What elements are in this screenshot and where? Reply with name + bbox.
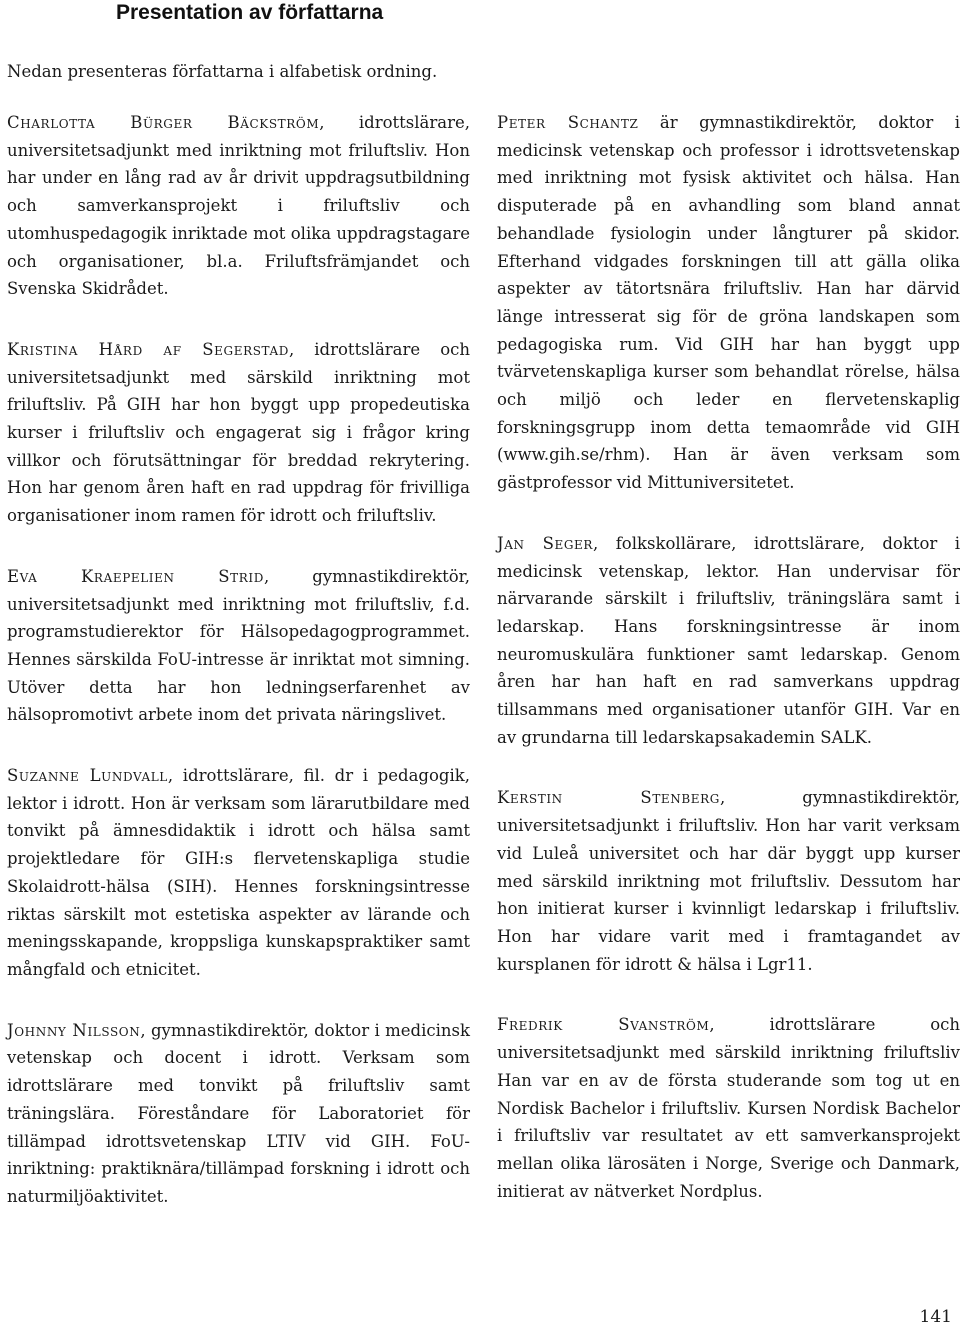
author-name: Kristina Hård af Segerstad [7,339,289,359]
author-description: , gymnastikdirektör, universitetsadjunkt i friluftsliv. Hon har varit verksam vid Luleå universitet och har där byggt upp kurser med särskild inriktning mot friluftsliv. Dessutom har hon initierat kurser i kvinnligt ledarskap i friluftsliv. Hon har vidare varit med i framtagandet av kursplanen för idrott & hälsa i Lgr11. [497,788,960,974]
author-name: Johnny Nilsson [7,1020,141,1040]
author-name: Kerstin Stenberg [497,788,720,808]
author-description: , idrottslärare, universitetsadjunkt med inriktning mot friluftsliv. Hon har under en lång rad av år drivit uppdragsutbildning och samverkansprojekt i friluftsliv och utomhuspedagogik inriktade mot olika uppdragstagare och organisationer, bl.a. Friluftsfrämjandet och Svenska Skidrådet. [7,113,470,299]
author-bio [7,336,470,530]
author-description: , idrottslärare, fil. dr i pedagogik, lektor i idrott. Hon är verksam som lärarutbildare med tonvikt på ämnesdidaktik i idrott och hälsa samt projektledare för GIH:s flervetenskapliga studie Skolaidrott-hälsa (SIH). Hennes forskningsintresse riktas särskilt mot estetiska aspekter av lärande och meningsskapande, kroppsliga kunskapspraktiker samt mångfald och etnicitet. [7,766,470,979]
author-name: Fredrik Svanström [497,1015,710,1035]
left-column [7,109,470,1244]
author-bio [7,1017,470,1211]
author-bio [7,762,470,984]
author-description: är gymnastikdirektör, doktor i medicinsk vetenskap och professor i idrottsvetenskap med inriktning mot fysisk aktivitet och hälsa. Han disputerade på en avhandling som bland annat behandlade fysiologin under långturer på skidor. Efterhand vidgades forskningen till att gälla olika aspekter av tätortsnära friluftsliv. Han har därvid länge intresserat sig för de gröna landskapen som pedagogiska rum. Vid GIH har han byggt upp tvärvetenskapliga kurser som behandlat rörelse, hälsa och miljö och leder en flervetenskaplig forskningsgrupp inom detta temaområde vid GIH (www.gih.se/rhm). Han är även verksam som gästprofessor vid Mittuniversitetet. [497,113,960,493]
author-bio [7,563,470,729]
author-bio [497,1011,960,1205]
author-description: , gymnastikdirektör, universitetsadjunkt med inriktning mot friluftsliv, f.d. programstudierektor för Hälsopedagogprogrammet. Hennes särskilda FoU-intresse är inriktat mot simning. Utöver detta har hon ledningserfarenhet av hälsopromotivt arbete inom det privata näringslivet. [7,566,470,725]
right-column [497,109,960,1238]
author-name: Charlotta Bürger Bäckström [7,113,320,132]
author-description: , folkskollärare, idrottslärare, doktor i medicinsk vetenskap, lektor. Han undervisar för närvarande särskilt i friluftsliv, träningslära samt i ledarskap. Hans forskningsintresse är inom neuromuskulära funktioner samt ledarskap. Genom åren har han haft en rad samverkans uppdrag tillsammans med organisationer utanför GIH. Var en av grundarna till ledarskapsakademin SALK. [497,533,960,747]
author-name: Jan Seger [497,533,594,553]
author-name: Eva Kraepelien Strid [7,566,264,586]
author-bio [7,109,470,303]
author-bio [497,784,960,978]
page-title: Presentation av författarna [116,1,384,24]
page-number: 141 [919,1307,952,1327]
author-description: , idrottslärare och universitetsadjunkt med särskild inriktning mot friluftsliv. På GIH har hon byggt upp propedeutiska kurser i friluftsliv och engagerat sig i frågor kring villkor och förutsättningar för breddad rekrytering. Hon har genom åren haft en rad uppdrag för frivilliga organisationer inom ramen för idrott och friluftsliv. [7,339,471,526]
author-bio [497,530,960,752]
author-description: , gymnastikdirektör, doktor i medicinsk vetenskap och docent i idrott. Verksam som idrottslärare med tonvikt på friluftsliv samt träningslära. Föreståndare för Laboratoriet för tillämpad idrottsvetenskap LTIV vid GIH. FoU-inriktning: praktiknära/tillämpad forskning i idrott och naturmiljöaktivitet. [7,1020,470,1206]
author-name: Peter Schantz [497,113,639,132]
author-name: Suzanne Lundvall [7,766,168,786]
author-bio [497,109,960,497]
intro-text: Nedan presenteras författarna i alfabetisk ordning. [7,62,438,81]
author-description: , idrottslärare och universitetsadjunkt med särskild inriktning friluftsliv Han var en av de första studerande som tog ut en Nordisk Bachelor i friluftsliv. Kursen Nordisk Bachelor i friluftsliv var resultatet av ett samverkansprojekt mellan olika lärosäten i Norge, Sverige och Danmark, initierat av nätverket Nordplus. [497,1015,960,1201]
